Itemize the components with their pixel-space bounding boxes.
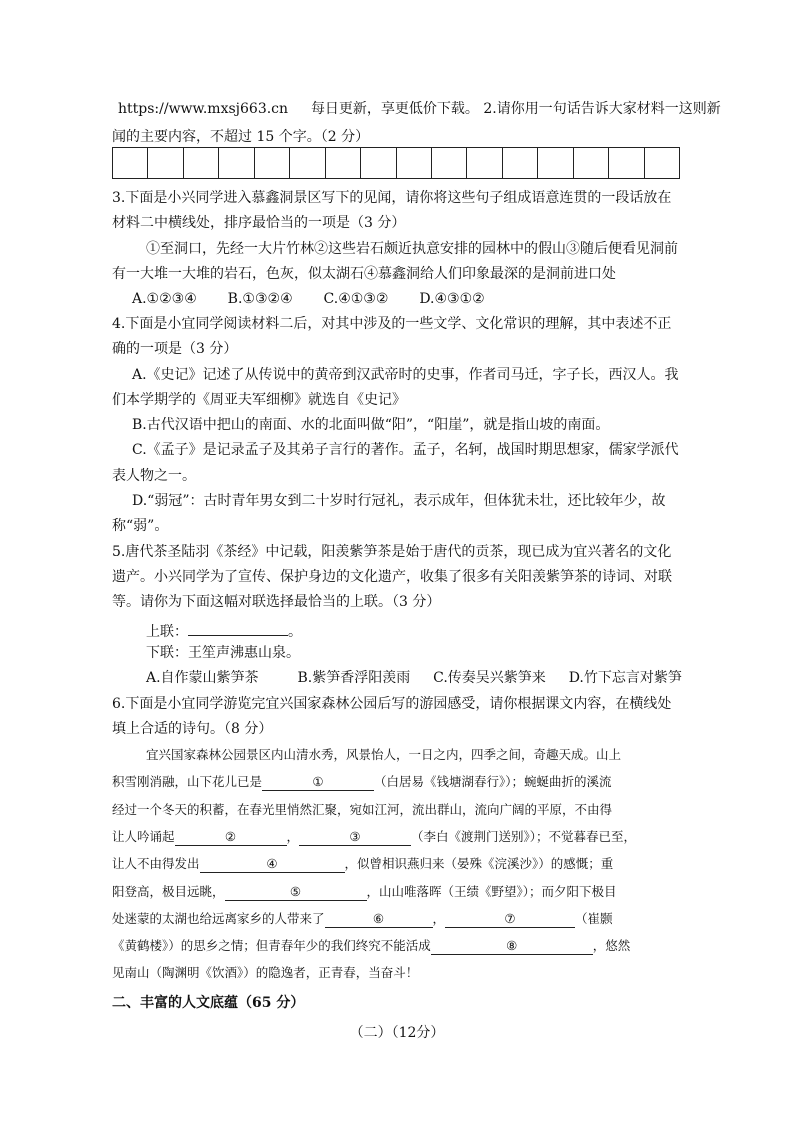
q6-passage-line1: 宜兴国家森林公园景区内山清水秀，风景怡人，一日之内，四季之间，奇趣天成。山上 [146, 747, 622, 762]
answer-grid-cell[interactable] [645, 148, 679, 178]
fill-blank-8[interactable]: ⑧ [431, 938, 593, 955]
q6-line1: 6.下面是小宜同学游览完宜兴国家森林公园后写的游园感受，请你根据课文内容，在横线处 [112, 696, 672, 712]
q6-passage-line4 [112, 828, 636, 846]
q5-upper-couplet [146, 619, 302, 641]
answer-grid-cell[interactable] [432, 148, 467, 178]
passage-text: ， [432, 911, 446, 926]
q4-option-b: B.古代汉语中把山的南面、水的北面叫做“阳”，“阳崖”，就是指山坡的南面。 [132, 417, 610, 433]
fill-blank-6[interactable]: ⑥ [325, 911, 433, 928]
q6-passage-line2 [112, 773, 612, 791]
q5-options [146, 669, 682, 687]
answer-grid-cell[interactable] [113, 148, 148, 178]
q6-passage-line8 [112, 937, 630, 955]
q3-line1: 3.下面是小兴同学进入慕鑫洞景区写下的见闻，请你将这些句子组成语意连贯的一段话放在 [112, 190, 672, 206]
q3-options [132, 290, 485, 308]
q6-passage-line5 [112, 855, 613, 873]
section-heading: 二、丰富的人文底蕴（65 分） [112, 995, 305, 1011]
passage-text: 积雪刚消融，山下花儿已是 [112, 774, 263, 789]
q2-line1: 2.请你用一句话告诉大家材料一这则新 [483, 101, 721, 117]
answer-grid-cell[interactable] [219, 148, 254, 178]
q4-line1: 4.下面是小宜同学阅读材料二后，对其中涉及的一些文学、文化常识的理解，其中表述不正 [112, 316, 672, 332]
passage-text: ， [286, 829, 300, 844]
passage-text: ，山山唯落晖（王绩《野望》）；而夕阳下极目 [366, 884, 617, 899]
answer-grid-cell[interactable] [609, 148, 644, 178]
q3-line3: ①至洞口，先经一大片竹林②这些岩石颇近执意安排的园林中的假山③随后便看见洞前 [146, 241, 678, 257]
q5-lower-couplet: 下联：王笙声沸惠山泉。 [146, 645, 300, 661]
answer-grid[interactable] [112, 147, 680, 179]
answer-grid-cell[interactable] [290, 148, 325, 178]
answer-grid-cell[interactable] [361, 148, 396, 178]
header-line [118, 100, 721, 118]
answer-grid-cell[interactable] [467, 148, 502, 178]
passage-text: 让人不由得发出 [112, 856, 200, 871]
q4-option-c-line1: C.《孟子》是记录孟子及其弟子言行的著作。孟子，名轲，战国时期思想家，儒家学派代 [132, 442, 679, 458]
passage-text: 阳登高，极目远眺， [112, 884, 225, 899]
passage-text: ，悠然 [592, 938, 631, 953]
q4-option-d-line1: D.“弱冠”：古时青年男女到二十岁时行冠礼，表示成年，但体犹未壮，还比较年少，故 [132, 493, 666, 509]
q6-passage-line7 [112, 910, 613, 928]
fill-blank-7[interactable]: ⑦ [445, 911, 575, 928]
q3-line4: 有一大堆一大堆的岩石，色灰，似太湖石④慕鑫洞给人们印象最深的是洞前进口处 [112, 266, 616, 282]
q3-option-a[interactable]: A.①②③④ [132, 291, 197, 307]
answer-grid-cell[interactable] [148, 148, 183, 178]
q4-option-c-line2: 表人物之一。 [112, 468, 196, 484]
site-slogan: 每日更新，享更低价下载。 [310, 101, 479, 117]
fill-blank-1[interactable]: ① [262, 774, 374, 791]
subsection-heading: （二）（12分） [349, 1025, 445, 1041]
answer-grid-cell[interactable] [397, 148, 432, 178]
passage-text: （崔颢 [575, 911, 613, 926]
q6-passage-line3: 经过一个冬天的积蓄，在春光里悄然汇聚，宛如江河，流出群山，流向广阔的平原，不由得 [112, 802, 613, 817]
q5-option-a[interactable]: A.自作蒙山紫笋茶 [146, 670, 259, 686]
upper-couplet-blank[interactable] [188, 619, 288, 636]
q3-option-d[interactable]: D.④③①② [419, 291, 485, 307]
fill-blank-5[interactable]: ⑤ [225, 884, 367, 901]
q6-line2: 填上合适的诗句。（8 分） [112, 721, 273, 737]
q6-passage-line9: 见南山（陶渊明《饮酒》）的隐逸者，正青春，当奋斗！ [112, 965, 419, 980]
answer-grid-cell[interactable] [574, 148, 609, 178]
q3-option-b[interactable]: B.①③②④ [227, 291, 293, 307]
q3-option-c[interactable]: C.④①③② [323, 291, 389, 307]
q4-option-a-line1: A.《史记》记述了从传说中的黄帝到汉武帝时的史事，作者司马迁，字子长，西汉人。我 [132, 367, 679, 383]
q5-line1: 5.唐代茶圣陆羽《茶经》中记载，阳羡紫笋茶是始于唐代的贡茶，现已成为宜兴著名的文化 [112, 544, 672, 560]
passage-text: 《黄鹤楼》）的思乡之情；但青春年少的我们终究不能活成 [112, 938, 431, 953]
fill-blank-3[interactable]: ③ [299, 829, 411, 846]
q5-option-b[interactable]: B.紫笋香浮阳羡雨 [297, 670, 411, 686]
passage-text: 让人吟诵起 [112, 829, 175, 844]
q4-line2: 确的一项是（3 分） [112, 341, 238, 357]
passage-text: （白居易《钱塘湖春行》）；蜿蜒曲折的溪流 [374, 774, 612, 789]
answer-grid-cell[interactable] [255, 148, 290, 178]
q5-option-d[interactable]: D.竹下忘言对紫笋 [568, 670, 682, 686]
answer-grid-cell[interactable] [184, 148, 219, 178]
q3-line2: 材料二中横线处，排序最恰当的一项是（3 分） [112, 215, 406, 231]
q5-line2: 遗产。小兴同学为了宣传、保护身边的文化遗产，收集了很多有关阳羡紫笋茶的诗词、对联 [112, 569, 672, 585]
q5-line3: 等。请你为下面这幅对联选择最恰当的上联。（3 分） [112, 594, 441, 610]
fill-blank-4[interactable]: ④ [200, 856, 345, 873]
q5-option-c[interactable]: C.传奏吴兴紫笋来 [433, 670, 546, 686]
answer-grid-cell[interactable] [503, 148, 538, 178]
answer-grid-cell[interactable] [538, 148, 573, 178]
fill-blank-2[interactable]: ② [175, 829, 287, 846]
passage-text: ，似曾相识燕归来（晏殊《浣溪沙》）的感慨；重 [344, 856, 614, 871]
passage-text: （李白《渡荆门送别》）；不觉暮春已至， [411, 829, 637, 844]
source-url: https://www.mxsj663.cn [118, 101, 289, 117]
q2-line2: 闻的主要内容，不超过 15 个字。（2 分） [112, 129, 370, 145]
upper-couplet-end: 。 [288, 624, 302, 640]
q4-option-d-line2: 称“弱”。 [112, 518, 169, 534]
passage-text: 处迷蒙的太湖也给远离家乡的人带来了 [112, 911, 325, 926]
q6-passage-line6 [112, 883, 617, 901]
answer-grid-cell[interactable] [326, 148, 361, 178]
upper-couplet-label: 上联： [146, 624, 188, 640]
q4-option-a-line2: 们本学期学的《周亚夫军细柳》就选自《史记》 [112, 392, 406, 408]
